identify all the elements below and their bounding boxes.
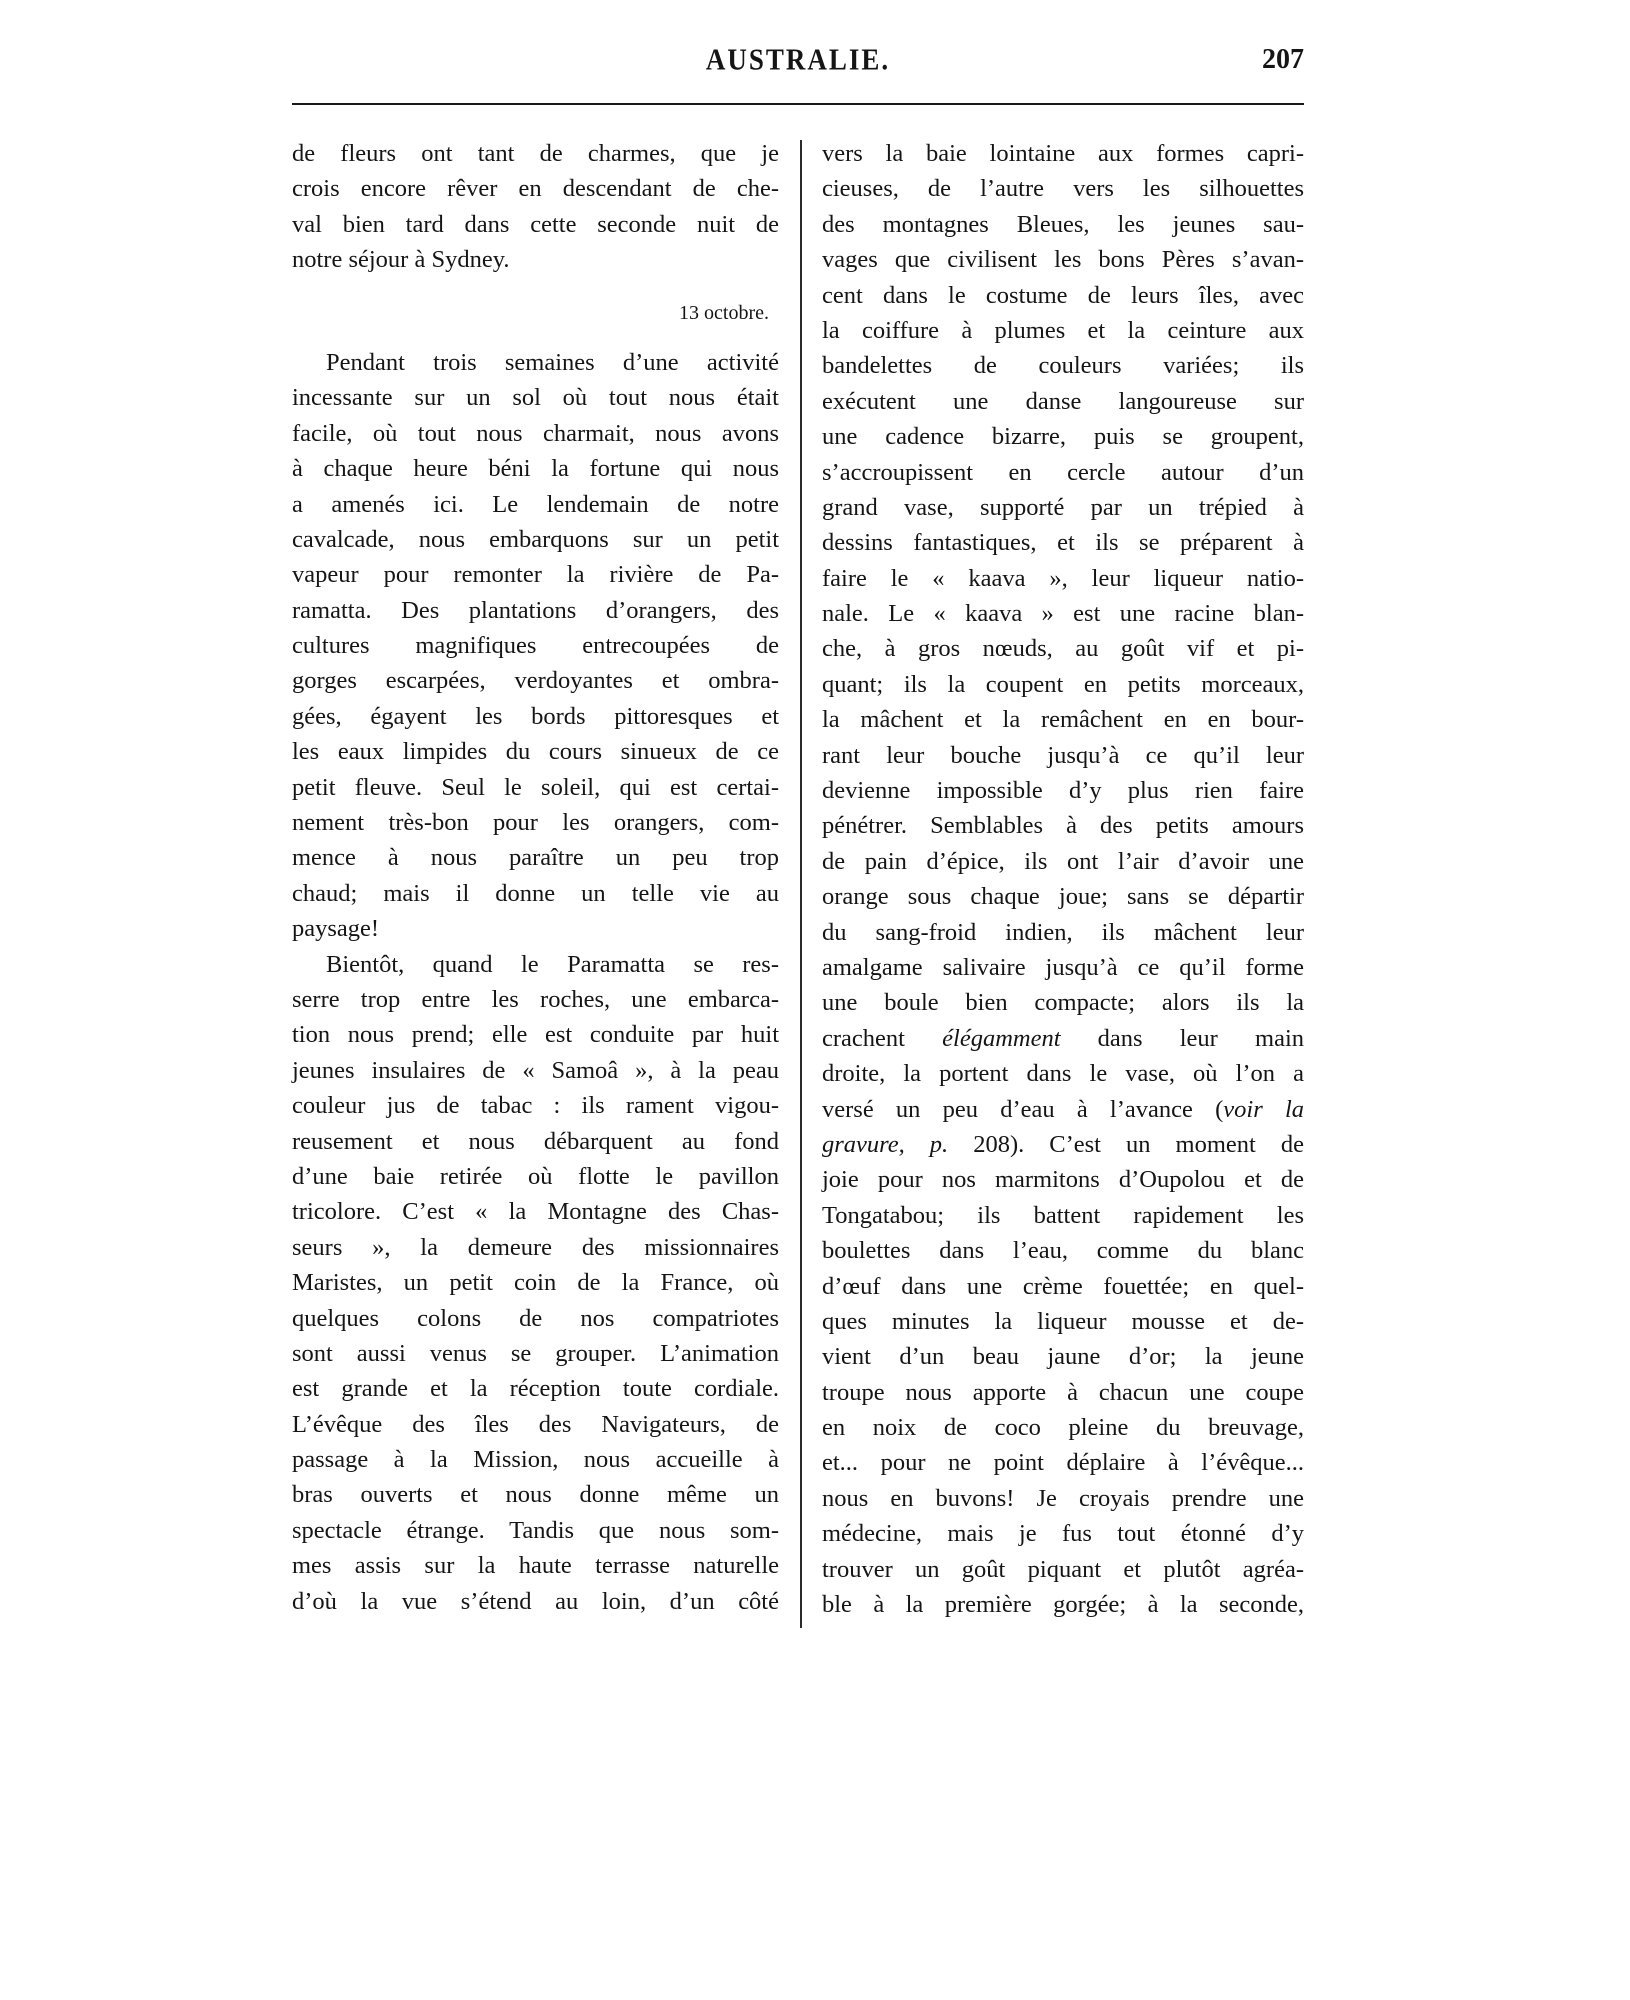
text-line: devienne impossible d’y plus rien faire [822,777,1304,805]
text-line: petit fleuve. Seul le soleil, qui est certai- [292,773,779,801]
text-line: vapeur pour remonter la rivière de Pa- [292,561,779,589]
text-line: une cadence bizarre, puis se groupent, [822,423,1304,451]
page-header [292,41,1304,84]
text-line: a amenés ici. Le lendemain de notre [292,490,779,518]
text-line: la mâchent et la remâchent en en bour- [822,706,1304,734]
text-line: est grande et la réception toute cordiale. [292,1375,779,1403]
text-line: de fleurs ont tant de charmes, que je [292,140,779,167]
text-line: rant leur bouche jusqu’à ce qu’il leur [822,741,1304,769]
text-line: mes assis sur la haute terrasse naturelle [292,1552,779,1580]
text-line: sont aussi venus se grouper. L’animation [292,1339,779,1367]
text-line: spectacle étrange. Tandis que nous som- [292,1516,779,1544]
text-line: vers la baie lointaine aux formes capri- [822,140,1304,167]
text-line: à chaque heure béni la fortune qui nous [292,455,779,483]
text-line: médecine, mais je fus tout étonné d’y [822,1520,1304,1548]
text-line: Bientôt, quand le Paramatta se res- [326,950,779,978]
text-line: nale. Le « kaava » est une racine blan- [822,600,1304,628]
text-line: des montagnes Bleues, les jeunes sau- [822,210,1304,238]
running-title: AUSTRALIE. [705,41,891,77]
text-line: crachent élégamment dans leur main [822,1024,1304,1052]
text-line: bras ouverts et nous donne même un [292,1481,779,1509]
emphasis: élégamment [942,1024,1061,1052]
text-line: che, à gros nœuds, au goût vif et pi- [822,635,1304,663]
text-line: amalgame salivaire jusqu’à ce qu’il forme [822,953,1304,981]
text-line: ques minutes la liqueur mousse et de- [822,1307,1304,1335]
text-line: gorges escarpées, verdoyantes et ombra- [292,667,779,695]
text-line: ble à la première gorgée; à la seconde, [822,1591,1304,1619]
text-line: pénétrer. Semblables à des petits amours [822,812,1304,840]
text-line: nous en buvons! Je croyais prendre une [822,1484,1304,1512]
text-line: L’évêque des îles des Navigateurs, de [292,1410,779,1438]
text-line: reusement et nous débarquent au fond [292,1127,779,1155]
text-line: Maristes, un petit coin de la France, où [292,1269,779,1297]
text-line: tricolore. C’est « la Montagne des Chas- [292,1198,779,1226]
figure-reference: voir la [1223,1095,1305,1123]
right-column [822,136,1304,1622]
paragraph-pendant [292,345,779,947]
paragraph-continued [822,136,1304,1021]
left-column [292,136,779,1619]
text-line: serre trop entre les roches, une embarca- [292,985,779,1013]
column-divider [800,140,802,1628]
text-line: d’une baie retirée où flotte le pavillon [292,1162,779,1190]
text-line: cultures magnifiques entrecoupées de [292,632,779,660]
text-line: gées, égayent les bords pittoresques et [292,702,779,730]
text-line: grand vase, supporté par un trépied à [822,493,1304,521]
text-line: les eaux limpides du cours sinueux de ce [292,738,779,766]
text-line: d’œuf dans une crème fouettée; en quel- [822,1272,1304,1300]
text-line: gravure, p. 208). C’est un moment de [822,1130,1304,1158]
text-line: Pendant trois semaines d’une activité [326,348,779,376]
text-line: boulettes dans l’eau, comme du blanc [822,1237,1304,1265]
figure-reference: gravure, p. [822,1130,949,1158]
text-line: crois encore rêver en descendant de che- [292,175,779,203]
text-line: chaud; mais il donne un telle vie au [292,879,779,907]
text-line: exécutent une danse langoureuse sur [822,387,1304,415]
text-line: cavalcade, nous embarquons sur un petit [292,525,779,553]
text-line: cent dans le costume de leurs îles, avec [822,281,1304,309]
paragraph-closing [292,136,779,278]
text-line: droite, la portent dans le vase, où l’on a [822,1060,1304,1088]
text-line: Tongatabou; ils battent rapidement les [822,1201,1304,1229]
text-line: paysage! [292,915,380,943]
text-line: orange sous chaque joue; sans se départir [822,883,1304,911]
text-line: une boule bien compacte; alors ils la [822,989,1304,1017]
text-line: troupe nous apporte à chacun une coupe [822,1378,1304,1406]
text-line: ramatta. Des plantations d’orangers, des [292,596,779,624]
text-line: couleur jus de tabac : ils rament vigou- [292,1092,779,1120]
text-line: faire le « kaava », leur liqueur natio- [822,564,1304,592]
text-line: mence à nous paraître un peu trop [292,844,779,872]
text-line: notre séjour à Sydney. [292,246,510,274]
text-line: d’où la vue s’étend au loin, d’un côté [292,1587,779,1615]
text-line: incessante sur un sol où tout nous était [292,384,779,412]
dateline: 13 octobre. [679,301,769,324]
text-line: cieuses, de l’autre vers les silhouettes [822,175,1304,203]
text-line: de pain d’épice, ils ont l’air d’avoir une [822,847,1304,875]
text-line: quelques colons de nos compatriotes [292,1304,779,1332]
text-line: en noix de coco pleine du breuvage, [822,1414,1304,1442]
text-line: du sang-froid indien, ils mâchent leur [822,918,1304,946]
paragraph-bientot [292,947,779,1619]
text-line: bandelettes de couleurs variées; ils [822,352,1304,380]
text-line: val bien tard dans cette seconde nuit de [292,210,779,238]
text-line: passage à la Mission, nous accueille à [292,1446,779,1474]
text-line: et... pour ne point déplaire à l’évêque... [822,1449,1304,1477]
paragraph-continued-end [822,1162,1304,1622]
page-number: 207 [1262,44,1304,75]
text-line: trouver un goût piquant et plutôt agréa- [822,1555,1304,1583]
text-line: seurs », la demeure des missionnaires [292,1233,779,1261]
text-line: dessins fantastiques, et ils se préparent à [822,529,1304,557]
text-line: quant; ils la coupent en petits morceaux, [822,670,1304,698]
text-line: versé un peu d’eau à l’avance (voir la [822,1095,1305,1123]
text-line: facile, où tout nous charmait, nous avons [292,419,779,447]
text-line: tion nous prend; elle est conduite par huit [292,1021,779,1049]
text-line: s’accroupissent en cercle autour d’un [822,458,1304,486]
text-line: vages que civilisent les bons Pères s’avan- [822,246,1304,274]
text-line: jeunes insulaires de « Samoâ », à la peau [292,1056,779,1084]
header-rule [292,103,1304,105]
text-line: vient d’un beau jaune d’or; la jeune [822,1343,1304,1371]
text-line: joie pour nos marmitons d’Oupolou et de [822,1166,1304,1194]
text-line: nement très-bon pour les orangers, com- [292,809,779,837]
text-line: la coiffure à plumes et la ceinture aux [822,316,1304,344]
